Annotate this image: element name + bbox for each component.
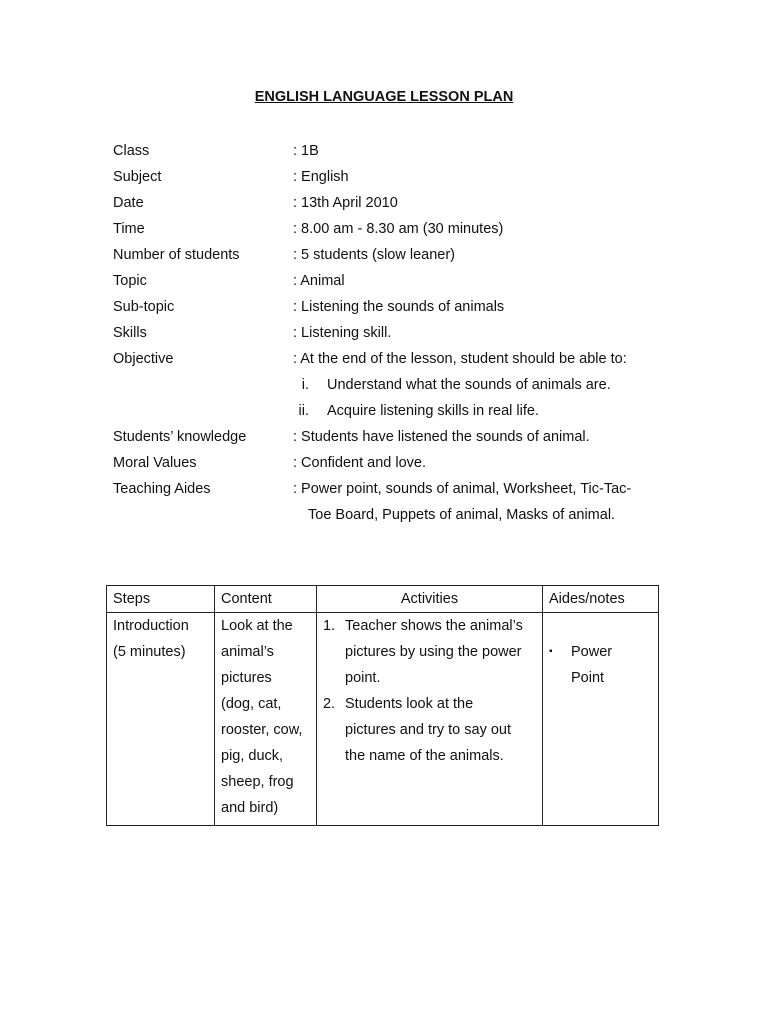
objective-item [113, 401, 673, 427]
detail-value: : 13th April 2010 [293, 195, 398, 211]
detail-label: Topic [113, 273, 147, 289]
detail-label: Time [113, 221, 145, 237]
square-bullet-icon: ▪ [549, 646, 553, 657]
activity-number: 2. [323, 696, 336, 712]
detail-row-topic [113, 271, 673, 297]
column-header-activities: Activities [317, 586, 543, 613]
detail-label: Class [113, 143, 150, 159]
detail-value: : Animal [293, 273, 345, 289]
column-header-steps: Steps [107, 586, 215, 613]
table-header-row [107, 586, 659, 613]
detail-label: Subject [113, 169, 162, 185]
detail-value: : Listening the sounds of animals [293, 299, 505, 315]
aides-cell [543, 613, 659, 826]
content-line: Look at the [221, 618, 293, 634]
detail-value: : 8.00 am - 8.30 am (30 minutes) [293, 221, 504, 237]
detail-value: : 5 students (slow leaner) [293, 247, 455, 263]
detail-label: Number of students [113, 247, 240, 263]
detail-label: Skills [113, 325, 147, 341]
content-cell [215, 613, 317, 826]
detail-row-class [113, 141, 673, 167]
detail-row-subject [113, 167, 673, 193]
teaching-aides-continued-row [113, 505, 673, 531]
detail-row-students-knowledge [113, 427, 673, 453]
detail-value: : Students have listened the sounds of animal. [293, 429, 590, 445]
detail-value: : Listening skill. [293, 325, 392, 341]
content-line: rooster, cow, [221, 722, 303, 738]
aides-line: Power [571, 644, 613, 660]
steps-line: (5 minutes) [113, 644, 186, 660]
column-header-content: Content [215, 586, 317, 613]
activity-line: Teacher shows the animal’s [345, 618, 523, 634]
detail-row-skills [113, 323, 673, 349]
lesson-steps-table [106, 585, 659, 826]
detail-row-teaching-aides [113, 479, 673, 505]
activity-line: pictures by using the power [345, 644, 522, 660]
objective-item [113, 375, 673, 401]
objective-number: i. [301, 377, 309, 393]
activity-line: Students look at the [345, 696, 474, 712]
detail-value: : Power point, sounds of animal, Worksheet, Tic-Tac- [293, 481, 632, 497]
document-title [0, 89, 768, 105]
document-title-text: ENGLISH LANGUAGE LESSON PLAN [254, 89, 514, 105]
lesson-details [113, 141, 673, 531]
content-line: pig, duck, [221, 748, 284, 764]
aides-item [549, 639, 652, 691]
detail-row-objective [113, 349, 673, 375]
steps-cell [107, 613, 215, 826]
activities-cell [317, 613, 543, 826]
objective-text: Acquire listening skills in real life. [327, 403, 539, 419]
content-line: animal’s [221, 644, 274, 660]
detail-label: Students’ knowledge [113, 429, 247, 445]
detail-value: : English [293, 169, 349, 185]
detail-row-number-of-students [113, 245, 673, 271]
detail-label: Moral Values [113, 455, 197, 471]
objective-text: Understand what the sounds of animals are. [327, 377, 611, 393]
column-header-aides-notes: Aides/notes [543, 586, 659, 613]
content-line: (dog, cat, [221, 696, 282, 712]
activity-item [323, 613, 536, 691]
detail-label: Sub-topic [113, 299, 175, 315]
content-line: and bird) [221, 800, 279, 816]
detail-label: Teaching Aides [113, 481, 211, 497]
activity-number: 1. [323, 618, 336, 634]
activity-line: the name of the animals. [345, 748, 504, 764]
aides-line: Point [571, 670, 605, 686]
activity-line: pictures and try to say out [345, 722, 512, 738]
teaching-aides-continued: Toe Board, Puppets of animal, Masks of animal. [308, 507, 616, 523]
detail-value: : 1B [293, 143, 319, 159]
detail-value: : At the end of the lesson, student should be able to: [293, 351, 627, 367]
detail-row-date [113, 193, 673, 219]
objective-number: ii. [298, 403, 309, 419]
table-row [107, 613, 659, 826]
steps-line: Introduction [113, 618, 189, 634]
content-line: pictures [221, 670, 272, 686]
detail-label: Date [113, 195, 144, 211]
detail-label: Objective [113, 351, 174, 367]
activity-item [323, 691, 536, 769]
detail-value: : Confident and love. [293, 455, 427, 471]
content-line: sheep, frog [221, 774, 294, 790]
detail-row-time [113, 219, 673, 245]
detail-row-moral-values [113, 453, 673, 479]
activity-line: point. [345, 670, 381, 686]
detail-row-sub-topic [113, 297, 673, 323]
